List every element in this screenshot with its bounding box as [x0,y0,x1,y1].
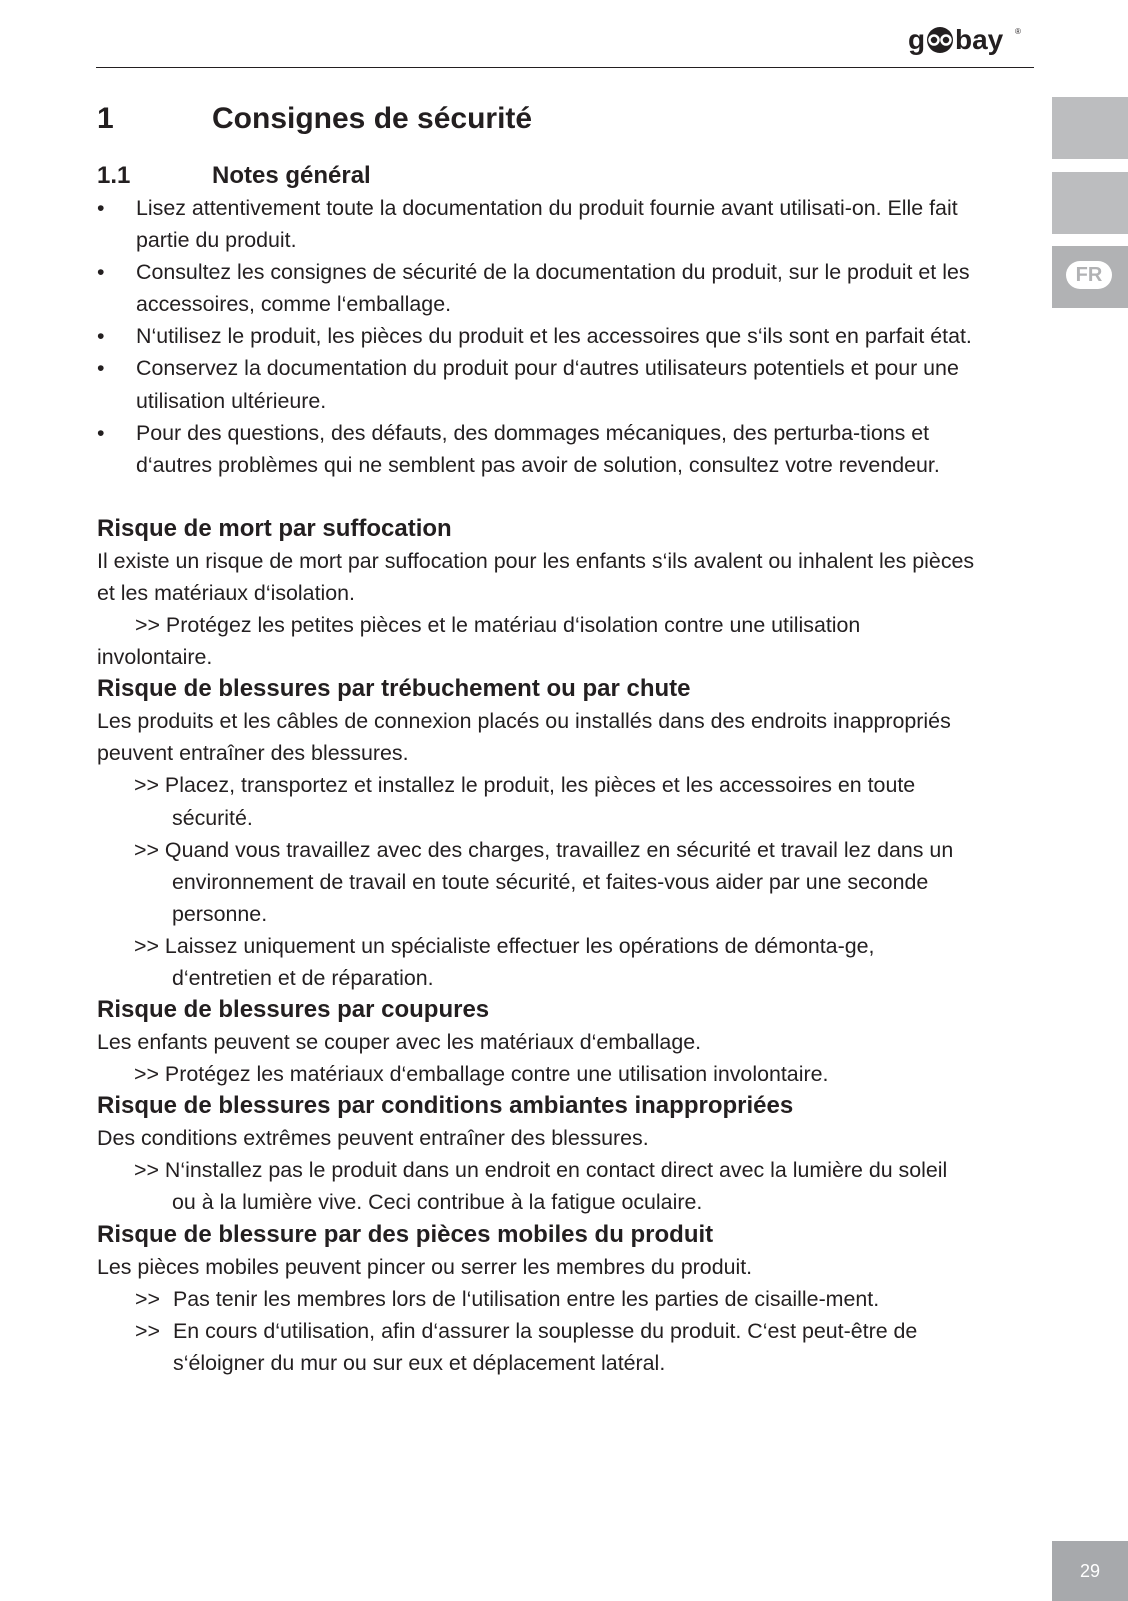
risk-heading: Risque de mort par suffocation [97,514,452,542]
risk-action: >> Quand vous travaillez avec des charges, travaillez en sécurité et travail lez dans un environnement de travail en toute sécurité, et faites-vous aider par une seconde personne. [134,837,954,926]
risk-text: Les pièces mobiles peuvent pincer ou serrer les membres du produit. [97,1254,753,1279]
risk-action [97,1315,977,1379]
section-title: Consignes de sécurité [212,102,533,135]
svg-text:®: ® [1015,27,1021,36]
section-number: 1 [97,102,114,135]
section-heading [97,96,977,142]
risk-action: >> N‘installez pas le produit dans un endroit en contact direct avec la lumière du soleil ou à la lumière vive. Ceci contribue à la fatigue oculaire. [134,1158,948,1215]
general-notes-list [97,192,977,481]
page-number: 29 [1052,1541,1128,1601]
subsection-number: 1.1 [97,162,131,189]
risk-heading: Risque de blessure par des pièces mobiles du produit [97,1220,714,1248]
action-marker: >> [135,1286,160,1311]
action-marker: >> [135,1318,160,1343]
risk-heading: Risque de blessures par conditions ambiantes inappropriées [97,1092,794,1120]
risk-heading: Risque de blessures par trébuchement ou par chute [97,675,691,703]
subsection-heading [97,160,977,192]
risk-action: >> Placez, transportez et installez le produit, les pièces et les accessoires en toute sécurité. [134,773,916,830]
risk-action: >> Protégez les petites pièces et le matériau d‘isolation contre une utilisation involontaire. [97,613,861,670]
action-text: Pas tenir les membres lors de l‘utilisation entre les parties de cisaille-ment. [173,1286,880,1311]
language-tab-fr [1052,246,1128,308]
list-item: • Pour des questions, des défauts, des dommages mécaniques, des perturba-tions et d‘autres problèmes qui ne semblent pas avoir de solution, consultez votre revendeur. [97,417,977,481]
svg-text:bay: bay [955,24,1004,55]
risk-text: Les produits et les câbles de connexion placés ou installés dans des endroits inappropriés peuvent entraîner des blessures. [97,709,951,766]
risk-heading: Risque de blessures par coupures [97,996,490,1024]
action-text: En cours d‘utilisation, afin d‘assurer la souplesse du produit. C‘est peut-être de s‘éloigner du mur ou sur eux et déplacement latéral. [173,1318,918,1375]
language-tab [1052,172,1128,234]
risk-text: Des conditions extrêmes peuvent entraîner des blessures. [97,1126,649,1151]
risk-action [97,1283,977,1315]
header-rule [96,67,1034,68]
list-item: • Lisez attentivement toute la documentation du produit fournie avant utilisati-on. Elle fait partie du produit. [97,192,977,256]
risk-action: >> Laissez uniquement un spécialiste effectuer les opérations de démonta-ge, d‘entretien et de réparation. [134,933,875,990]
risk-action: >> Protégez les matériaux d‘emballage contre une utilisation involontaire. [134,1062,829,1087]
svg-text:g: g [908,24,926,55]
language-label: FR [1066,261,1112,289]
goobay-logo [908,18,1032,62]
list-item: • Consultez les consignes de sécurité de la documentation du produit, sur le produit et les accessoires, comme l‘emballage. [97,256,977,320]
list-item: • Conservez la documentation du produit pour d‘autres utilisateurs potentiels et pour une utilisation ultérieure. [97,352,977,416]
risk-text: Les enfants peuvent se couper avec les matériaux d‘emballage. [97,1030,702,1055]
risk-text: Il existe un risque de mort par suffocation pour les enfants s‘ils avalent ou inhalent les pièces et les matériaux d‘isolation. [97,548,975,605]
subsection-title: Notes général [212,162,371,189]
language-tab [1052,97,1128,159]
list-item: • N‘utilisez le produit, les pièces du produit et les accessoires que s‘ils sont en parfait état. [97,320,977,352]
page-content [97,96,977,1379]
